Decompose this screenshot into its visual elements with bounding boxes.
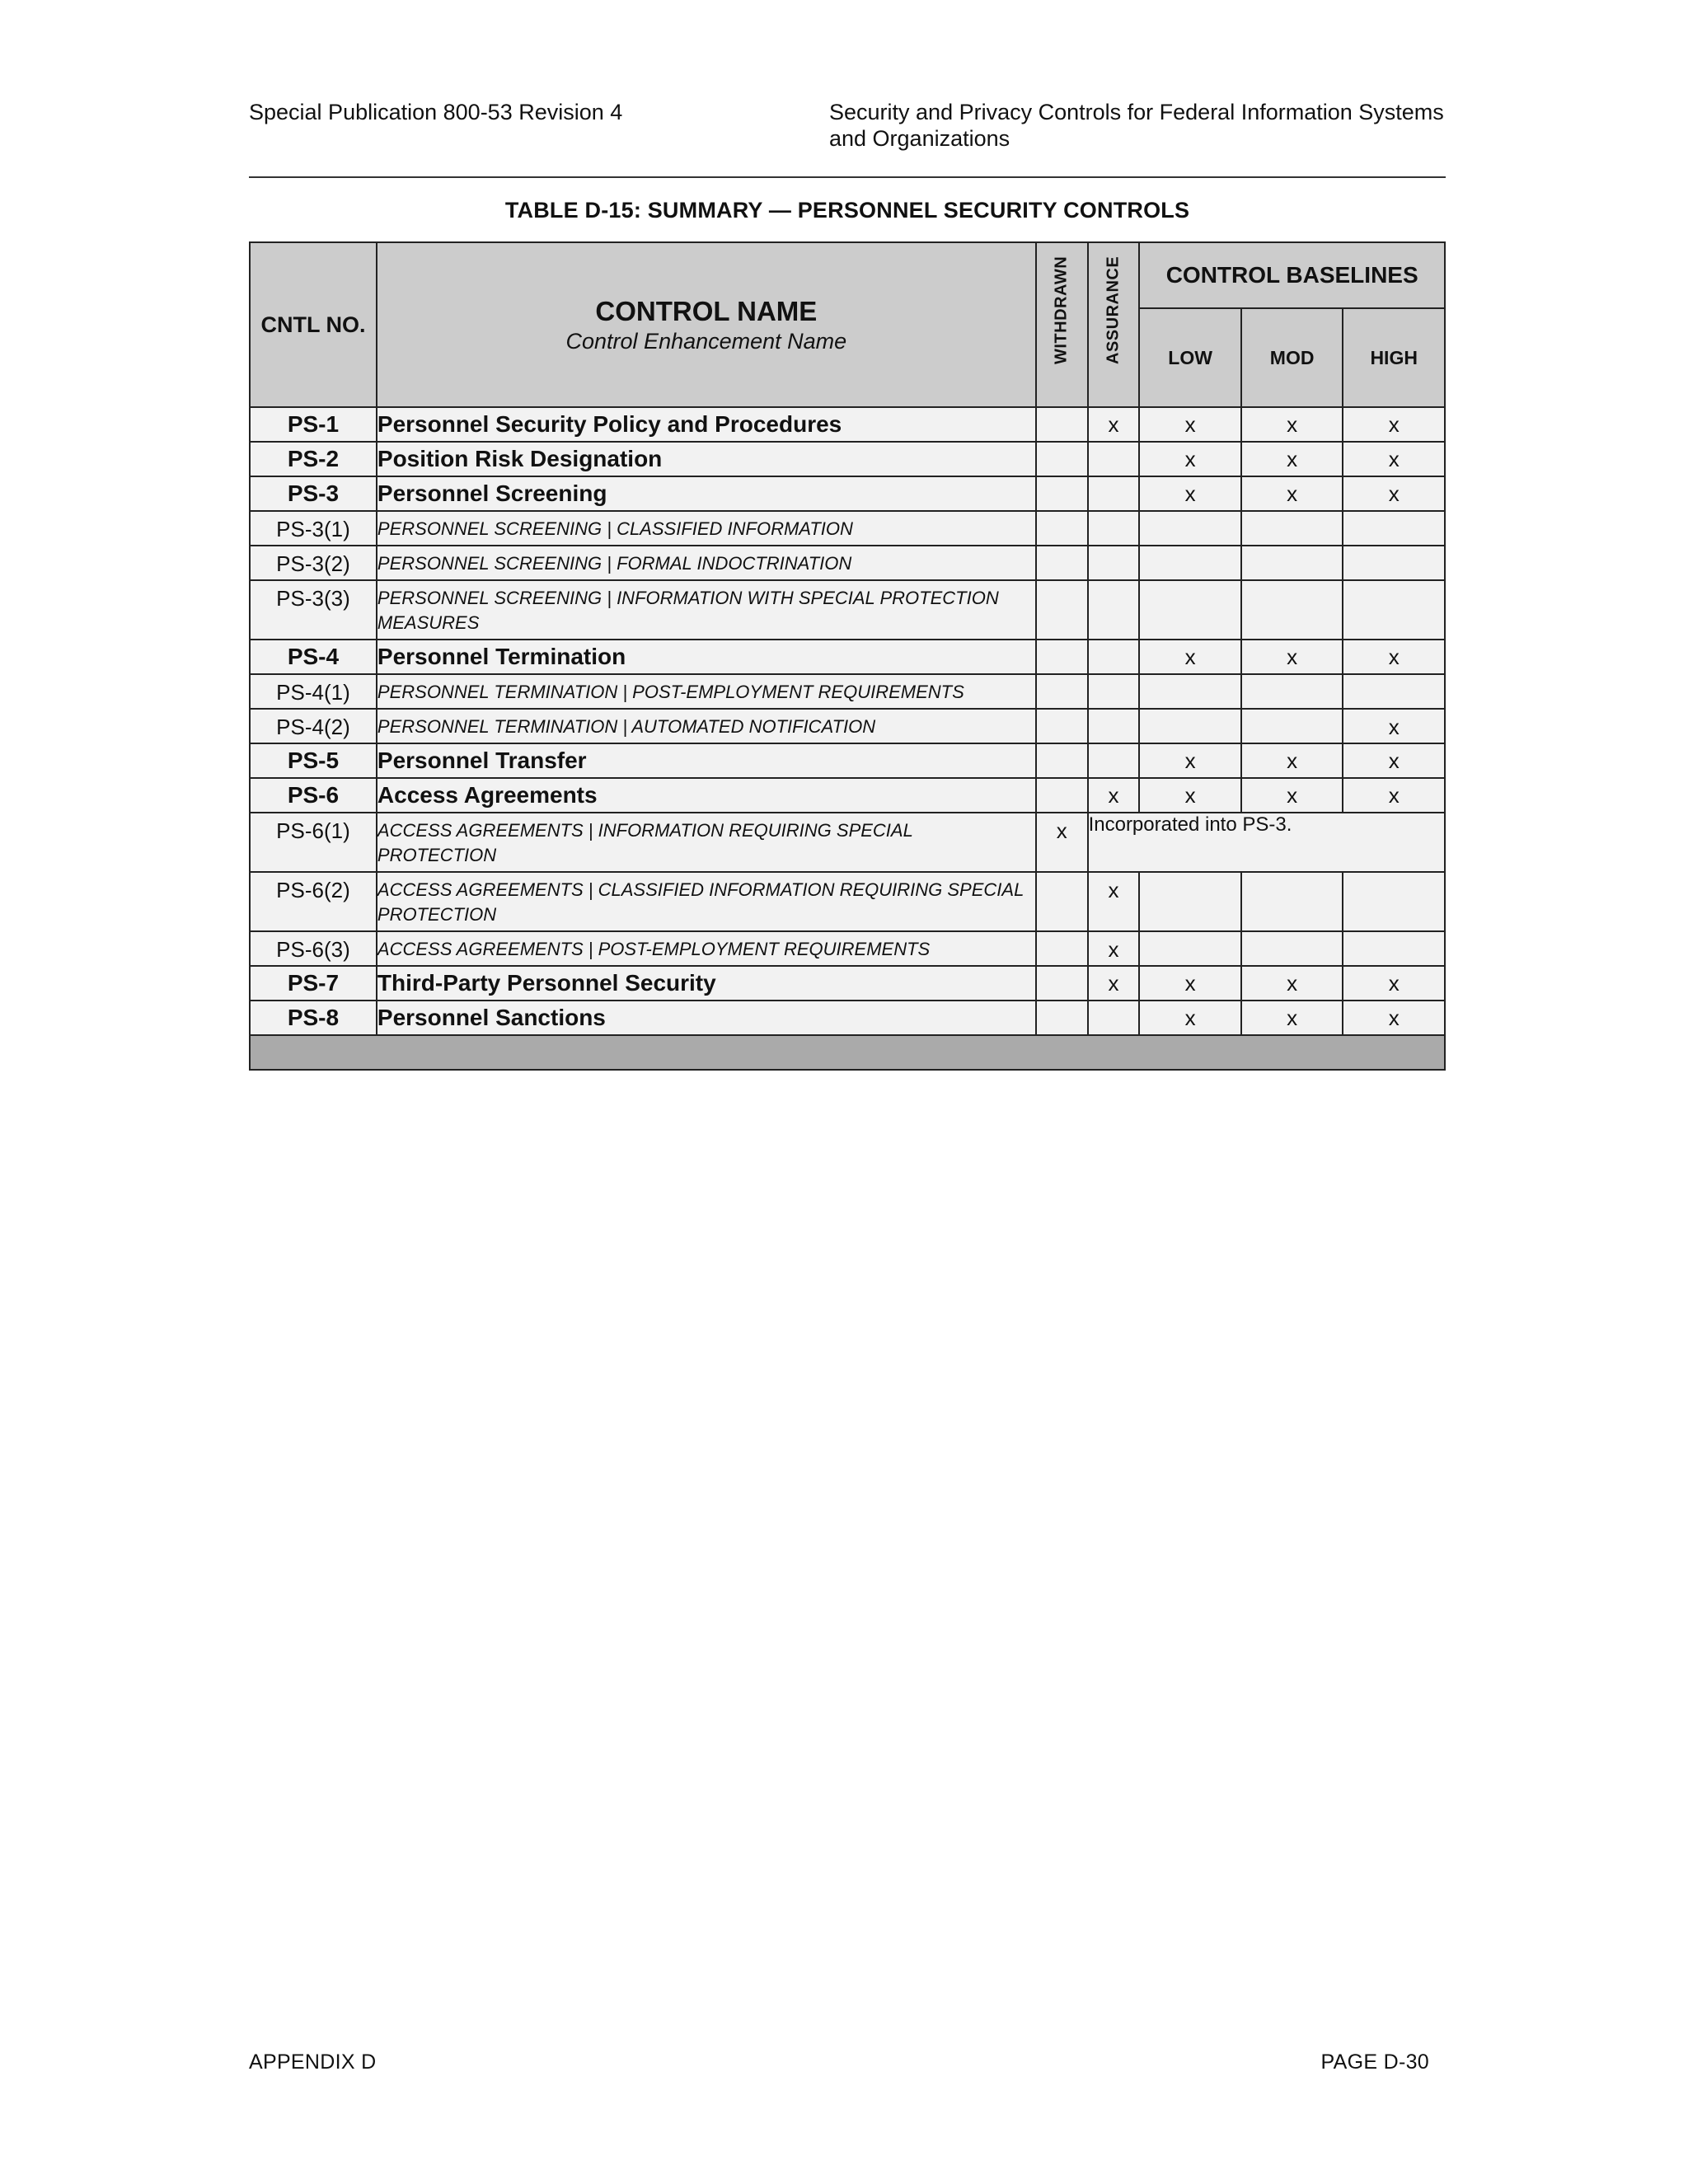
high-mark: x	[1343, 476, 1445, 511]
high-mark: x	[1343, 1001, 1445, 1035]
controls-table	[249, 241, 1446, 1071]
low-mark: x	[1139, 778, 1241, 813]
low-mark	[1139, 511, 1241, 546]
withdrawn-mark	[1036, 1001, 1088, 1035]
table-row	[250, 813, 1445, 872]
mod-mark: x	[1241, 476, 1343, 511]
assurance-mark	[1088, 580, 1140, 640]
column-header-control-name	[377, 242, 1036, 407]
control-number: PS-4(1)	[250, 674, 377, 709]
mod-mark	[1241, 872, 1343, 931]
control-number: PS-2	[250, 442, 377, 476]
withdrawn-note: Incorporated into PS-3.	[1088, 813, 1445, 872]
withdrawn-mark	[1036, 580, 1088, 640]
high-mark	[1343, 674, 1445, 709]
control-enhancement-name-label: Control Enhancement Name	[565, 329, 847, 354]
table-title: TABLE D-15: SUMMARY — PERSONNEL SECURITY CONTROLS	[504, 198, 1190, 223]
column-header-mod: MOD	[1241, 308, 1343, 407]
assurance-mark: x	[1088, 778, 1140, 813]
control-name-label: CONTROL NAME	[595, 296, 818, 326]
control-number: PS-3(3)	[250, 580, 377, 640]
high-mark	[1343, 546, 1445, 580]
withdrawn-mark	[1036, 743, 1088, 778]
control-number: PS-3(2)	[250, 546, 377, 580]
table-row	[250, 580, 1445, 640]
control-name: Personnel Security Policy and Procedures	[377, 407, 1036, 442]
control-number: PS-5	[250, 743, 377, 778]
assurance-mark	[1088, 546, 1140, 580]
low-mark	[1139, 931, 1241, 966]
low-mark: x	[1139, 1001, 1241, 1035]
control-enhancement-name: PERSONNEL SCREENING | FORMAL INDOCTRINATION	[377, 546, 1036, 580]
mod-mark: x	[1241, 442, 1343, 476]
withdrawn-mark	[1036, 511, 1088, 546]
control-enhancement-name: PERSONNEL TERMINATION | POST-EMPLOYMENT REQUIREMENTS	[377, 674, 1036, 709]
mod-mark: x	[1241, 778, 1343, 813]
low-mark: x	[1139, 966, 1241, 1001]
assurance-mark	[1088, 640, 1140, 674]
control-enhancement-name: PERSONNEL SCREENING | CLASSIFIED INFORMATION	[377, 511, 1036, 546]
column-header-assurance: ASSURANCE	[1088, 242, 1140, 407]
control-enhancement-name: ACCESS AGREEMENTS | CLASSIFIED INFORMATION REQUIRING SPECIAL PROTECTION	[377, 872, 1036, 931]
control-number: PS-6(1)	[250, 813, 377, 872]
high-mark: x	[1343, 743, 1445, 778]
control-number: PS-4	[250, 640, 377, 674]
low-mark: x	[1139, 442, 1241, 476]
assurance-mark: x	[1088, 407, 1140, 442]
withdrawn-mark	[1036, 709, 1088, 743]
assurance-mark: x	[1088, 931, 1140, 966]
mod-mark	[1241, 511, 1343, 546]
table-row	[250, 546, 1445, 580]
high-mark	[1343, 931, 1445, 966]
table-footer-band	[250, 1035, 1445, 1070]
assurance-mark	[1088, 476, 1140, 511]
high-mark: x	[1343, 407, 1445, 442]
column-header-withdrawn: WITHDRAWN	[1036, 242, 1088, 407]
assurance-mark	[1088, 743, 1140, 778]
withdrawn-mark	[1036, 442, 1088, 476]
control-enhancement-name: PERSONNEL SCREENING | INFORMATION WITH SPECIAL PROTECTION MEASURES	[377, 580, 1036, 640]
table-row	[250, 476, 1445, 511]
withdrawn-mark	[1036, 476, 1088, 511]
mod-mark	[1241, 709, 1343, 743]
table-row	[250, 1001, 1445, 1035]
table-row	[250, 872, 1445, 931]
high-mark: x	[1343, 442, 1445, 476]
control-enhancement-name: PERSONNEL TERMINATION | AUTOMATED NOTIFICATION	[377, 709, 1036, 743]
low-mark	[1139, 580, 1241, 640]
high-mark	[1343, 872, 1445, 931]
high-mark	[1343, 511, 1445, 546]
mod-mark	[1241, 580, 1343, 640]
mod-mark: x	[1241, 743, 1343, 778]
high-mark: x	[1343, 966, 1445, 1001]
withdrawn-mark	[1036, 966, 1088, 1001]
table-row	[250, 407, 1445, 442]
control-name: Personnel Transfer	[377, 743, 1036, 778]
assurance-mark	[1088, 709, 1140, 743]
assurance-mark: x	[1088, 966, 1140, 1001]
mod-mark	[1241, 931, 1343, 966]
table-row	[250, 743, 1445, 778]
withdrawn-mark	[1036, 872, 1088, 931]
control-number: PS-1	[250, 407, 377, 442]
control-number: PS-6	[250, 778, 377, 813]
table-row	[250, 640, 1445, 674]
withdrawn-mark	[1036, 546, 1088, 580]
column-header-high: HIGH	[1343, 308, 1445, 407]
column-header-low: LOW	[1139, 308, 1241, 407]
control-number: PS-4(2)	[250, 709, 377, 743]
mod-mark	[1241, 674, 1343, 709]
withdrawn-mark: x	[1036, 813, 1088, 872]
control-name: Personnel Sanctions	[377, 1001, 1036, 1035]
assurance-mark	[1088, 442, 1140, 476]
assurance-mark	[1088, 511, 1140, 546]
column-header-control-baselines: CONTROL BASELINES	[1139, 242, 1445, 308]
low-mark: x	[1139, 743, 1241, 778]
control-number: PS-8	[250, 1001, 377, 1035]
high-mark: x	[1343, 640, 1445, 674]
control-number: PS-3	[250, 476, 377, 511]
footer-appendix: APPENDIX D	[249, 2050, 377, 2074]
header-divider	[249, 176, 1446, 178]
assurance-mark	[1088, 1001, 1140, 1035]
assurance-mark	[1088, 674, 1140, 709]
control-number: PS-6(3)	[250, 931, 377, 966]
control-enhancement-name: ACCESS AGREEMENTS | POST-EMPLOYMENT REQUIREMENTS	[377, 931, 1036, 966]
header-document-title: Security and Privacy Controls for Federal Information Systems and Organizations	[829, 100, 1444, 151]
table-row	[250, 966, 1445, 1001]
table-row	[250, 778, 1445, 813]
table-row	[250, 674, 1445, 709]
high-mark: x	[1343, 709, 1445, 743]
mod-mark	[1241, 546, 1343, 580]
mod-mark: x	[1241, 966, 1343, 1001]
control-number: PS-3(1)	[250, 511, 377, 546]
footer-page-number: PAGE D-30	[1320, 2050, 1429, 2074]
control-name: Access Agreements	[377, 778, 1036, 813]
mod-mark: x	[1241, 407, 1343, 442]
mod-mark: x	[1241, 640, 1343, 674]
table-row	[250, 931, 1445, 966]
low-mark: x	[1139, 476, 1241, 511]
withdrawn-mark	[1036, 778, 1088, 813]
withdrawn-mark	[1036, 931, 1088, 966]
withdrawn-mark	[1036, 674, 1088, 709]
column-header-cntl-no: CNTL NO.	[250, 242, 377, 407]
high-mark: x	[1343, 778, 1445, 813]
low-mark: x	[1139, 407, 1241, 442]
control-name: Personnel Screening	[377, 476, 1036, 511]
control-name: Position Risk Designation	[377, 442, 1036, 476]
low-mark	[1139, 674, 1241, 709]
high-mark	[1343, 580, 1445, 640]
withdrawn-mark	[1036, 407, 1088, 442]
low-mark	[1139, 872, 1241, 931]
assurance-mark: x	[1088, 872, 1140, 931]
low-mark	[1139, 546, 1241, 580]
table-row	[250, 442, 1445, 476]
low-mark	[1139, 709, 1241, 743]
mod-mark: x	[1241, 1001, 1343, 1035]
table-row	[250, 511, 1445, 546]
header-publication: Special Publication 800-53 Revision 4	[249, 100, 623, 124]
low-mark: x	[1139, 640, 1241, 674]
control-number: PS-6(2)	[250, 872, 377, 931]
control-enhancement-name: ACCESS AGREEMENTS | INFORMATION REQUIRING SPECIAL PROTECTION	[377, 813, 1036, 872]
control-name: Personnel Termination	[377, 640, 1036, 674]
table-row	[250, 709, 1445, 743]
withdrawn-mark	[1036, 640, 1088, 674]
control-name: Third-Party Personnel Security	[377, 966, 1036, 1001]
control-number: PS-7	[250, 966, 377, 1001]
